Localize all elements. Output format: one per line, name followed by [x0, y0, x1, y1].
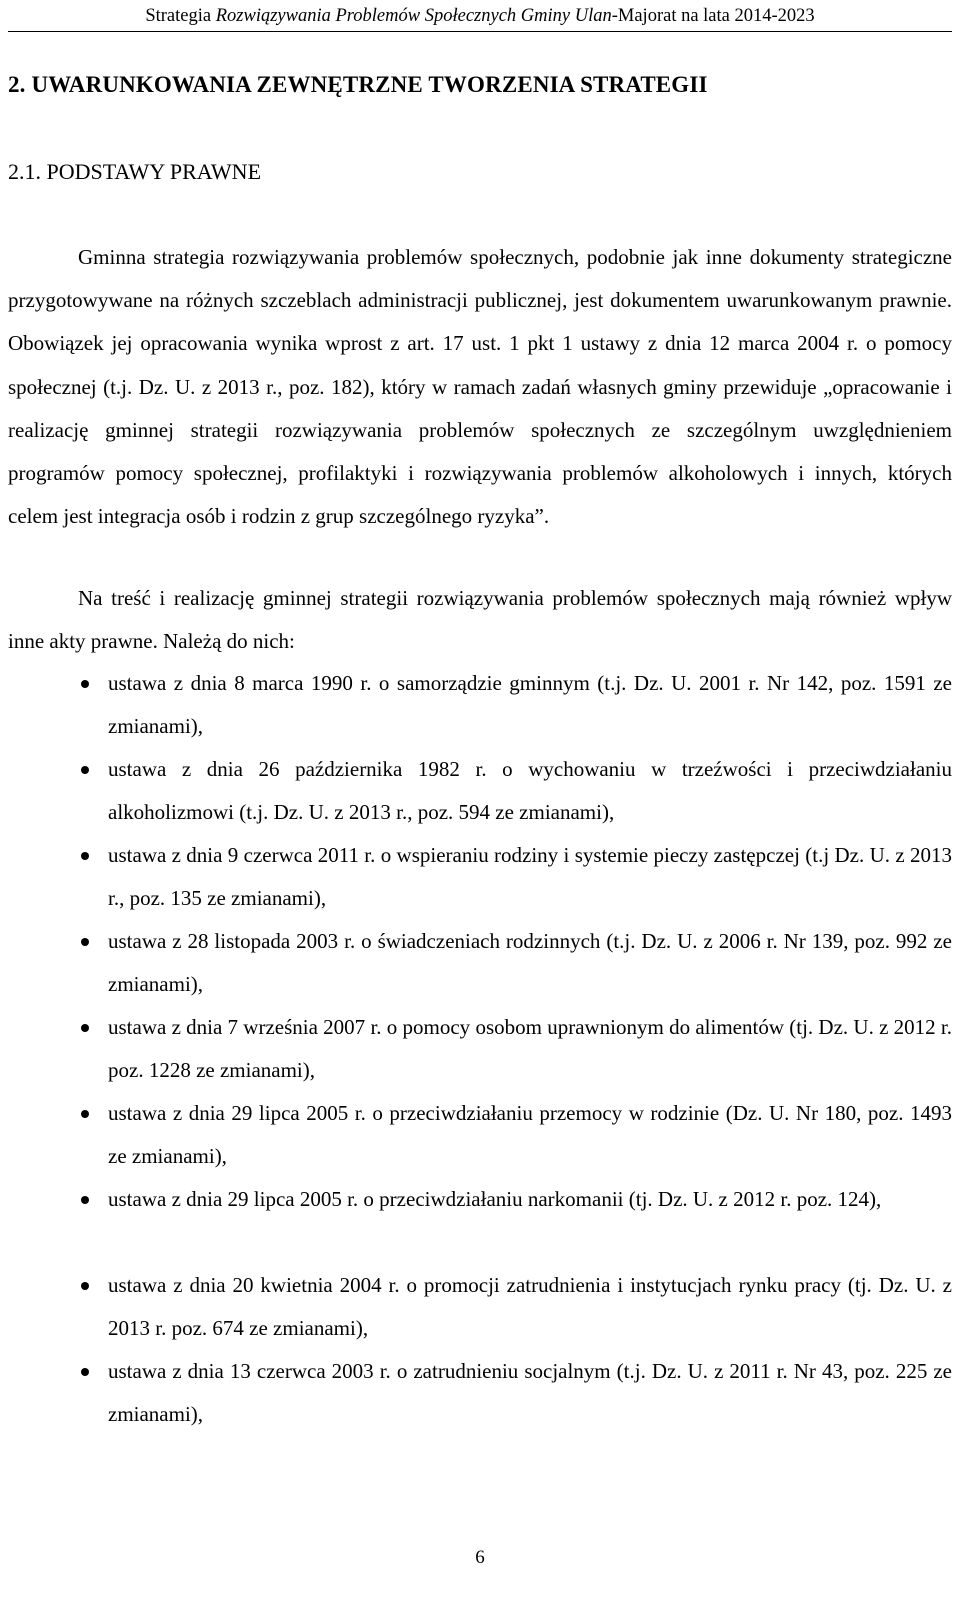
page-number: 6 [475, 1547, 485, 1568]
section-title: 2.1. PODSTAWY PRAWNE [8, 159, 262, 184]
legal-acts-list [8, 662, 952, 1436]
list-item [8, 662, 952, 748]
list-item [8, 1264, 952, 1350]
list-item [8, 748, 952, 834]
bullet-icon [81, 766, 89, 774]
list-item-text: ustawa z dnia 9 czerwca 2011 r. o wspieraniu rodziny i systemie pieczy zastępczej (t.j Dz. U. z 2013 r., poz. 135 ze zmianami), [108, 843, 952, 910]
header-title-suffix: -Majorat na lata 2014-2023 [611, 6, 815, 26]
running-header [0, 4, 960, 28]
bullet-icon [81, 1024, 89, 1032]
list-item-text: ustawa z dnia 7 września 2007 r. o pomocy osobom uprawnionym do alimentów (tj. Dz. U. z 2012 r. poz. 1228 ze zmianami), [108, 1015, 952, 1082]
bullet-icon [81, 680, 89, 688]
list-item-text: ustawa z dnia 13 czerwca 2003 r. o zatrudnieniu socjalnym (t.j. Dz. U. z 2011 r. Nr 43, poz. 225 ze zmianami), [108, 1359, 952, 1426]
header-title-italic: Rozwiązywania Problemów Społecznych Gminy Ulan [215, 6, 612, 26]
bullet-icon [81, 1368, 89, 1376]
list-item [8, 834, 952, 920]
list-item-text: ustawa z dnia 29 lipca 2005 r. o przeciwdziałaniu przemocy w rodzinie (Dz. U. Nr 180, poz. 1493 ze zmianami), [108, 1101, 952, 1168]
chapter-title: 2. UWARUNKOWANIA ZEWNĘTRZNE TWORZENIA STRATEGII [8, 72, 708, 97]
bullet-icon [81, 1196, 89, 1204]
list-item [8, 1006, 952, 1092]
bullet-icon [81, 1110, 89, 1118]
list-item-text: ustawa z 28 listopada 2003 r. o świadczeniach rodzinnych (t.j. Dz. U. z 2006 r. Nr 139, poz. 992 ze zmianami), [108, 929, 952, 996]
list-item-text: ustawa z dnia 29 lipca 2005 r. o przeciwdziałaniu narkomanii (tj. Dz. U. z 2012 r. poz. 124), [108, 1187, 882, 1211]
header-title-prefix: Strategia [145, 6, 216, 26]
header-divider [8, 31, 952, 32]
list-item [8, 1350, 952, 1436]
list-item [8, 1092, 952, 1178]
list-item-text: ustawa z dnia 8 marca 1990 r. o samorządzie gminnym (t.j. Dz. U. 2001 r. Nr 142, poz. 1591 ze zmianami), [108, 671, 952, 738]
paragraph-legal-basis: Gminna strategia rozwiązywania problemów społecznych, podobnie jak inne dokumenty strategiczne przygotowywane na różnych szczeblach administracji publicznej, jest dokumentem uwarunkowanym prawnie. Obowiązek jej opracowania wynika wprost z art. 17 ust. 1 pkt 1 ustawy z dnia 12 marca 2004 r. o pomocy społecznej (t.j. Dz. U. z 2013 r., poz. 182), który w ramach zadań własnych gminy przewiduje „opracowanie i realizację gminnej strategii rozwiązywania problemów społecznych ze szczególnym uwzględnieniem programów pomocy społecznej, profilaktyki i rozwiązywania problemów alkoholowych i innych, których celem jest integracja osób i rodzin z grup szczególnego ryzyka”. [8, 245, 952, 529]
list-item [8, 920, 952, 1006]
list-item-text: ustawa z dnia 20 kwietnia 2004 r. o promocji zatrudnienia i instytucjach rynku pracy (tj. Dz. U. z 2013 r. poz. 674 ze zmianami), [108, 1273, 952, 1340]
bullet-icon [81, 938, 89, 946]
list-item [8, 1178, 952, 1264]
paragraph-other-acts: Na treść i realizację gminnej strategii rozwiązywania problemów społecznych mają również wpływ inne akty prawne. Należą do nich: [8, 586, 952, 654]
list-item-text: ustawa z dnia 26 października 1982 r. o wychowaniu w trzeźwości i przeciwdziałaniu alkoholizmowi (t.j. Dz. U. z 2013 r., poz. 594 ze zmianami), [108, 757, 952, 824]
bullet-icon [81, 1282, 89, 1290]
bullet-icon [81, 852, 89, 860]
